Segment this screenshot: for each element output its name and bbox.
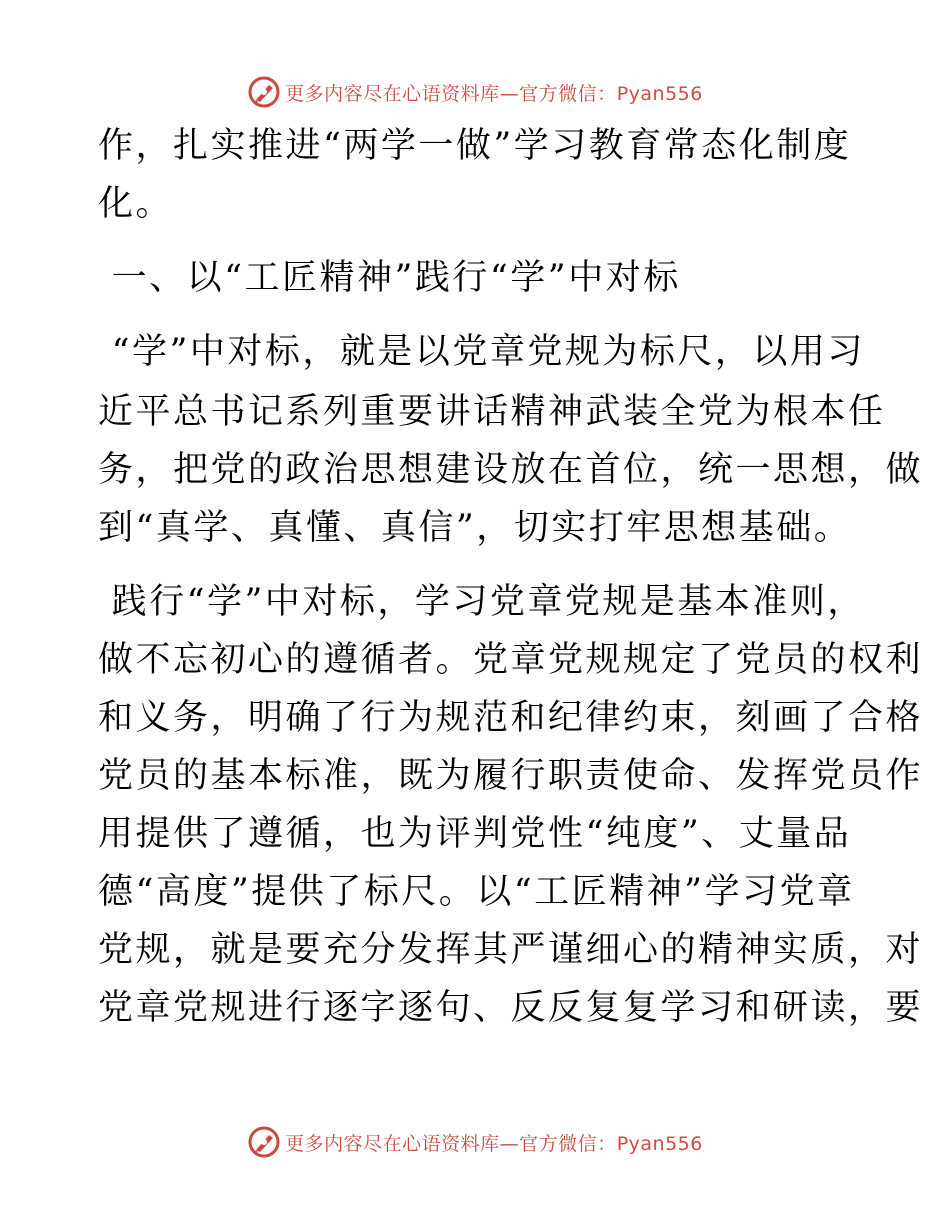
watermark-text xyxy=(285,79,703,106)
watermark-site: 更多内容尽在心语资料库 xyxy=(285,82,500,105)
body-line: 务，把党的政治思想建设放在首位，统一思想，做 xyxy=(98,450,924,490)
watermark-wechat-id: Pyan556 xyxy=(616,1132,703,1155)
section-heading: 一、以“工匠精神”践行“学”中对标 xyxy=(98,258,681,298)
body-line: “学”中对标，就是以党章党规为标尺，以用习 xyxy=(98,332,865,372)
watermark-text xyxy=(285,1129,703,1156)
watermark-label: 官方微信： xyxy=(519,1132,617,1155)
watermark-footer xyxy=(0,1122,950,1162)
body-line: 化。 xyxy=(98,184,174,224)
body-line: 和义务，明确了行为规范和纪律约束，刻画了合格 xyxy=(98,698,924,738)
body-line: 党章党规进行逐字逐句、反反复复学习和研读，要 xyxy=(98,988,924,1028)
pen-logo-icon xyxy=(247,1125,281,1159)
body-line: 德“高度”提供了标尺。以“工匠精神”学习党章 xyxy=(98,872,855,912)
body-line: 到“真学、真懂、真信”，切实打牢思想基础。 xyxy=(98,508,852,548)
body-line: 践行“学”中对标，学习党章党规是基本准则， xyxy=(98,582,865,622)
pen-logo-icon xyxy=(247,75,281,109)
body-line: 作，扎实推进“两学一做”学习教育常态化制度 xyxy=(98,126,852,166)
watermark-separator: — xyxy=(499,1132,520,1155)
body-line: 做不忘初心的遵循者。党章党规规定了党员的权利 xyxy=(98,640,924,680)
watermark-label: 官方微信： xyxy=(519,82,617,105)
watermark-wechat-id: Pyan556 xyxy=(616,82,703,105)
body-line: 近平总书记系列重要讲话精神武装全党为根本任 xyxy=(98,392,886,432)
body-line: 党规，就是要充分发挥其严谨细心的精神实质，对 xyxy=(98,930,924,970)
watermark-header xyxy=(0,72,950,112)
body-line: 党员的基本标准，既为履行职责使命、发挥党员作 xyxy=(98,756,924,796)
watermark-site: 更多内容尽在心语资料库 xyxy=(285,1132,500,1155)
body-line: 用提供了遵循，也为评判党性“纯度”、丈量品 xyxy=(98,814,852,854)
watermark-separator: — xyxy=(499,82,520,105)
